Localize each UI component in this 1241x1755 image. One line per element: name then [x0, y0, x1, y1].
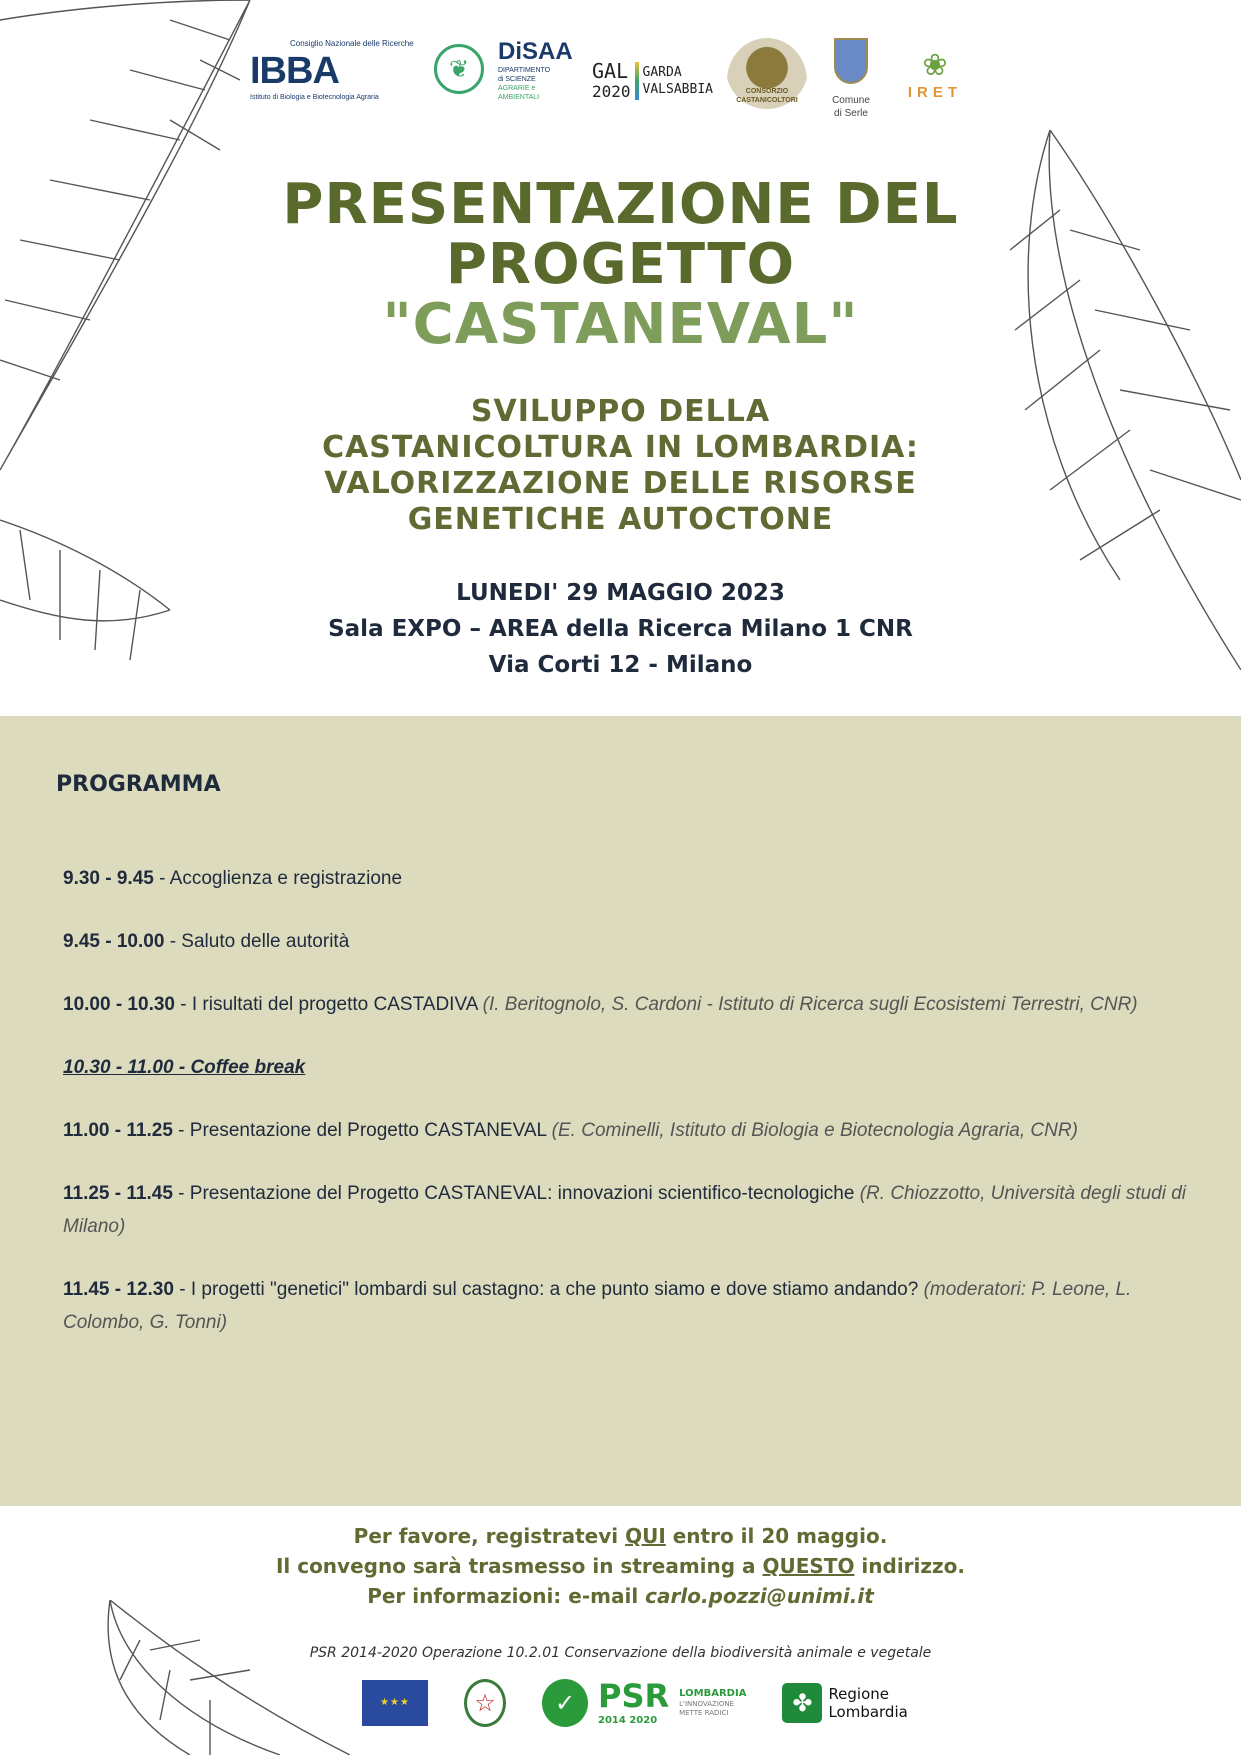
gal-text: GAL — [592, 59, 629, 83]
subtitle-line: SVILUPPO DELLA — [470, 394, 771, 429]
subtitle — [0, 394, 1241, 538]
funding-logos — [362, 1678, 908, 1727]
title-line-1: PRESENTAZIONE DEL — [282, 172, 959, 237]
serle-line: di Serle — [834, 108, 868, 119]
consorzio-text: CONSORZIO CASTANICOLTORI — [736, 87, 798, 104]
psr-lombardia: LOMBARDIA — [679, 1688, 747, 1699]
title-line-2: PROGETTO — [445, 232, 796, 297]
regione-rose-icon: ✤ — [782, 1683, 822, 1723]
iret-text: IRET — [907, 84, 963, 101]
partner-logos — [250, 38, 1020, 148]
psr-tagline: METTE RADICI — [679, 1709, 729, 1717]
disaa-line: AMBIENTALI — [498, 94, 540, 101]
gal-garda: GARDA — [642, 64, 682, 80]
ibba-mark: IBBA — [250, 50, 339, 92]
regione-lombardia-logo — [782, 1683, 907, 1723]
disaa-line: di SCIENZE — [498, 76, 536, 83]
contact-email-link[interactable]: carlo.pozzi@unimi.it — [645, 1584, 874, 1608]
ibba-cnr-logo — [250, 38, 420, 103]
disaa-line: DIPARTIMENTO — [498, 67, 551, 74]
registration-line: Per favore, registratevi QUI entro il 20 maggio. — [353, 1524, 888, 1548]
gal-year: 2020 — [592, 82, 631, 101]
psr-tagline: L'INNOVAZIONE — [679, 1700, 735, 1708]
gal-valsabbia: VALSABBIA — [642, 81, 713, 97]
regione-line: Lombardia — [828, 1702, 908, 1721]
project-name: "CASTANEVAL" — [382, 292, 859, 357]
programme-item: 11.25 - 11.45 - Presentazione del Progetto CASTANEVAL: innovazioni scientifico-tecnologiche (R. Chiozzotto, Università degli studi di Milano) — [63, 1183, 1187, 1237]
subtitle-line: GENETICHE AUTOCTONE — [407, 502, 834, 537]
programme-item: 9.30 - 9.45 - Accoglienza e registrazione — [63, 868, 403, 889]
gal-garda-valsabbia-logo — [592, 60, 713, 101]
psr-mark: PSR — [598, 1677, 670, 1715]
regione-line: Regione — [828, 1684, 890, 1703]
streaming-link[interactable]: QUESTO — [762, 1554, 855, 1578]
serle-shield-icon — [834, 38, 868, 84]
event-venue: Sala EXPO – AREA della Ricerca Milano 1 CNR — [328, 616, 913, 642]
psr-check-icon: ✓ — [542, 1679, 588, 1727]
iret-logo — [895, 48, 975, 102]
iret-plant-icon: ❀ — [922, 49, 948, 82]
eu-flag-icon: ★★★ — [362, 1680, 428, 1726]
serle-line: Comune — [832, 95, 870, 106]
ibba-bottom-text: Istituto di Biologia e Biotecnologia Agraria — [250, 94, 379, 101]
consorzio-castanicoltori-logo — [727, 38, 807, 123]
programme-item: 11.45 - 12.30 - I progetti "genetici" lombardi sul castagno: a che punto siamo e dove stiamo andando? (moderatori: P. Leone, L. Colombo, G. Tonni) — [63, 1279, 1132, 1333]
disaa-logo — [498, 38, 578, 102]
italian-republic-emblem-icon: ☆ — [464, 1679, 506, 1727]
psr-note: PSR 2014-2020 Operazione 10.2.01 Conservazione della biodiversità animale e vegetale — [309, 1645, 932, 1661]
ibba-top-text: Consiglio Nazionale delle Ricerche — [290, 39, 414, 48]
programme-item: 11.00 - 11.25 - Presentazione del Progetto CASTANEVAL (E. Cominelli, Istituto di Biologia e Biotecnologia Agraria, CNR) — [63, 1120, 1078, 1141]
contact-line: Per informazioni: e-mail carlo.pozzi@unimi.it — [367, 1584, 874, 1608]
programme-item: 9.45 - 10.00 - Saluto delle autorità — [63, 931, 350, 952]
leaf-illustration-bottom-left — [100, 1600, 350, 1755]
psr-logo — [542, 1678, 746, 1727]
event-details — [0, 575, 1241, 683]
psr-years: 2014 2020 — [598, 1715, 658, 1726]
programme-item-coffee-break: 10.30 - 11.00 - Coffee break — [63, 1057, 306, 1078]
disaa-leaf-icon: ❦ — [434, 44, 484, 94]
footer-info — [0, 1521, 1241, 1611]
disaa-line: AGRARIE e — [498, 85, 536, 92]
disaa-mark: DiSAA — [498, 38, 573, 65]
event-address: Via Corti 12 - Milano — [488, 652, 753, 678]
registration-link[interactable]: QUI — [625, 1524, 666, 1548]
comune-di-serle-crest — [821, 38, 881, 120]
gal-color-bar — [635, 62, 639, 100]
streaming-line: Il convegno sarà trasmesso in streaming a QUESTO indirizzo. — [275, 1554, 966, 1578]
programme-heading: PROGRAMMA — [56, 772, 221, 797]
event-date: LUNEDI' 29 MAGGIO 2023 — [456, 580, 785, 606]
subtitle-line: CASTANICOLTURA IN LOMBARDIA: — [322, 430, 919, 465]
programme-item: 10.00 - 10.30 - I risultati del progetto CASTADIVA (I. Beritognolo, S. Cardoni - Istituto di Ricerca sugli Ecosistemi Terrestri, CNR) — [63, 994, 1138, 1015]
programme-list — [63, 862, 1193, 1369]
subtitle-line: VALORIZZAZIONE DELLE RISORSE — [324, 466, 917, 501]
title — [0, 172, 1241, 357]
